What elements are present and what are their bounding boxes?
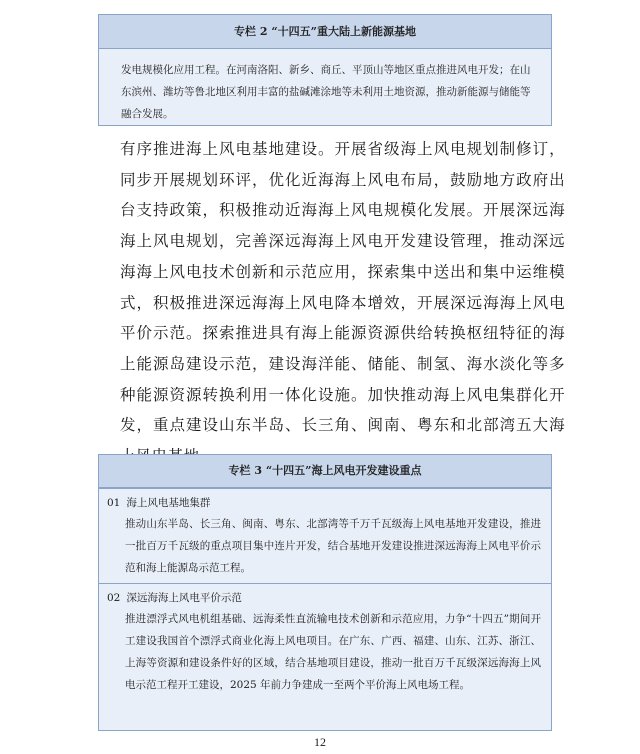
body-paragraph	[89, 134, 565, 472]
section-title: 深远海海上风电平价示范	[126, 592, 242, 604]
section-heading	[107, 493, 541, 513]
section-body: 推进漂浮式风电机组基础、远海柔性直流输电技术创新和示范应用，力争“十四五”期间开工建设我国首个漂浮式商业化海上风电项目。在广东、广西、福建、山东、江苏、浙江、上海等资源和建设条件好的区域，结合基地项目建设，推动一批百万千瓦级深远海海上风电示范工程开工建设，2025 年前力争建成一至两个平价海上风电场工程。	[125, 613, 541, 691]
body-paragraph-text: 有序推进海上风电基地建设。开展省级海上风电规划制修订，同步开展规划环评，优化近海海上风电布局，鼓励地方政府出台支持政策，积极推动近海海上风电规模化发展。开展深远海海上风电规划，完善深远海海上风电开发建设管理，推动深远海海上风电技术创新和示范应用，探索集中送出和集中运维模式，积极推进深远海海上风电降本增效，开展深远海海上风电平价示范。探索推进具有海上能源资源供给转换枢纽特征的海上能源岛建设示范，建设海洋能、储能、制氢、海水淡化等多种能源资源转换利用一体化设施。加快推动海上风电集群化开发，重点建设山东半岛、长三角、闽南、粤东和北部湾五大海	[120, 140, 565, 435]
column-box-2-title: 专栏 2 “十四五”重大陆上新能源基地	[99, 15, 551, 49]
column-section	[99, 488, 551, 583]
column-section	[99, 583, 551, 700]
section-number: 01	[107, 497, 121, 509]
section-title: 海上风电基地集群	[126, 497, 211, 509]
column-box-3	[98, 454, 552, 731]
column-box-2	[98, 14, 552, 126]
column-box-2-body: 发电规模化应用工程。在河南洛阳、新乡、商丘、平顶山等地区重点推进风电开发；在山东滨州、潍坊等鲁北地区利用丰富的盐碱滩涂地等未利用土地资源，推动新能源与储能等融合发展。	[121, 64, 531, 120]
section-number: 02	[107, 592, 121, 604]
section-body: 推动山东半岛、长三角、闽南、粤东、北部湾等千万千瓦级海上风电基地开发建设，推进一批百万千瓦级的重点项目集中连片开发，结合基地开发建设推进深远海海上风电平价示范和海上能源岛示范工程。	[125, 518, 541, 574]
column-box-3-title: 专栏 3 “十四五”海上风电开发建设重点	[99, 455, 551, 488]
section-heading	[107, 588, 541, 608]
page-number: 12	[314, 735, 326, 749]
